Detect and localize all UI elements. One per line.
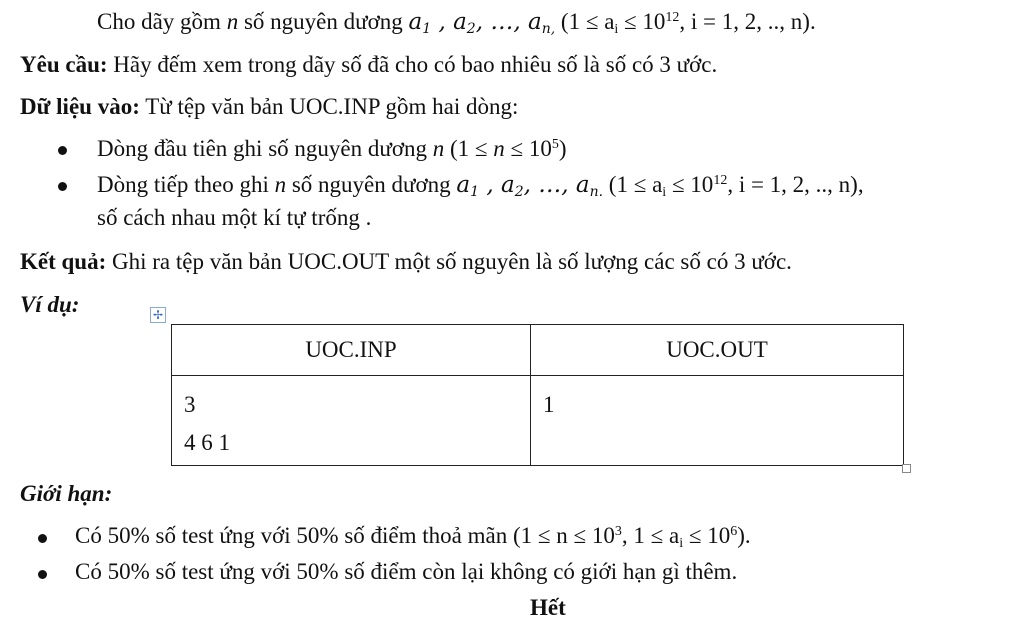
output-spec-label: Kết quả: xyxy=(20,249,107,274)
table-header-output: UOC.OUT xyxy=(531,325,904,376)
limits-2-text: Có 50% số test ứng với 50% số điểm còn lại không có giới hạn gì thêm. xyxy=(75,559,738,584)
input-spec-text: Từ tệp văn bản UOC.INP gồm hai dòng: xyxy=(139,94,519,119)
bullet-2-constraint: ($1 \le a_i \le 10^{12}$, i = 1, 2, .., n), xyxy=(603,172,864,200)
intro-line xyxy=(97,8,816,37)
input-bullet-2-continuation xyxy=(97,204,371,232)
limits-1-sup1: 3 xyxy=(614,524,622,539)
limits-1-sup2: 6 xyxy=(730,524,738,539)
bullet-2-var: n xyxy=(274,172,287,197)
limits-item-2 xyxy=(75,558,737,586)
table-cell-input xyxy=(172,376,531,466)
limits-1-text: Có 50% số test ứng với 50% số điểm thoả mãn (1 ≤ n ≤ 10 xyxy=(75,523,615,548)
table-header-row xyxy=(172,325,904,376)
move-icon[interactable]: ✢ xyxy=(150,307,166,323)
example-table xyxy=(171,324,904,466)
limits-1-mid2: ≤ 10 xyxy=(683,523,731,548)
example-label: Ví dụ: xyxy=(20,292,80,317)
intro-var-n: n xyxy=(226,9,239,34)
requirement-line xyxy=(20,51,717,79)
input-spec-line xyxy=(20,93,518,121)
cutoff-heading: Hết xyxy=(530,595,566,620)
bullet-2-line2: số cách nhau một kí tự trống . xyxy=(97,205,372,230)
output-spec-line xyxy=(20,248,792,276)
limits-1-end: ). xyxy=(737,523,751,548)
intro-text2: số nguyên dương xyxy=(243,9,403,34)
intro-text: Cho dãy gồm xyxy=(97,9,221,34)
bullet-dot xyxy=(58,146,67,155)
bullet-2-sequence: $a_1$ , $a_2$, …, $a_{n.}$ xyxy=(456,172,604,200)
resize-handle[interactable] xyxy=(902,464,911,473)
table-cell-output xyxy=(531,376,904,466)
input-bullet-1 xyxy=(97,135,567,163)
input-spec-label: Dữ liệu vào: xyxy=(20,94,140,119)
bullet-2-text2: số nguyên dương xyxy=(286,172,457,197)
limits-item-1 xyxy=(75,522,751,550)
bullet-dot xyxy=(38,570,47,579)
input-bullet-2 xyxy=(97,171,864,200)
requirement-label: Yêu cầu: xyxy=(20,52,108,77)
requirement-text: Hãy đếm xem trong dãy số đã cho có bao nhiêu số là số có 3 ước. xyxy=(107,52,718,77)
limits-1-sub: i xyxy=(679,536,684,551)
bullet-1-var: n xyxy=(432,136,445,161)
bullet-dot xyxy=(58,182,67,191)
limits-label: Giới hạn: xyxy=(20,481,113,506)
output-spec-text: Ghi ra tệp văn bản UOC.OUT một số nguyên là số lượng các số có 3 ước. xyxy=(106,249,792,274)
table-row xyxy=(172,376,904,466)
input-line-2: 4 6 1 xyxy=(184,430,230,455)
intro-sequence: $a_1$ , $a_2$, …, $a_{n,}$ xyxy=(408,9,556,37)
bullet-1-constraint: $(1 \le n \le 10^5)$ xyxy=(444,136,567,161)
table-header-input: UOC.INP xyxy=(172,325,531,376)
limits-1-mid: , 1 ≤ a xyxy=(621,523,680,548)
bullet-1-text: Dòng đầu tiên ghi số nguyên dương xyxy=(97,136,433,161)
bullet-2-text: Dòng tiếp theo ghi xyxy=(97,172,275,197)
output-line-1: 1 xyxy=(543,392,555,417)
bullet-dot xyxy=(38,534,47,543)
intro-constraint: ($1 \le a_i \le 10^{12}$, i = 1, 2, .., n). xyxy=(555,9,816,37)
input-line-1: 3 xyxy=(184,392,196,417)
